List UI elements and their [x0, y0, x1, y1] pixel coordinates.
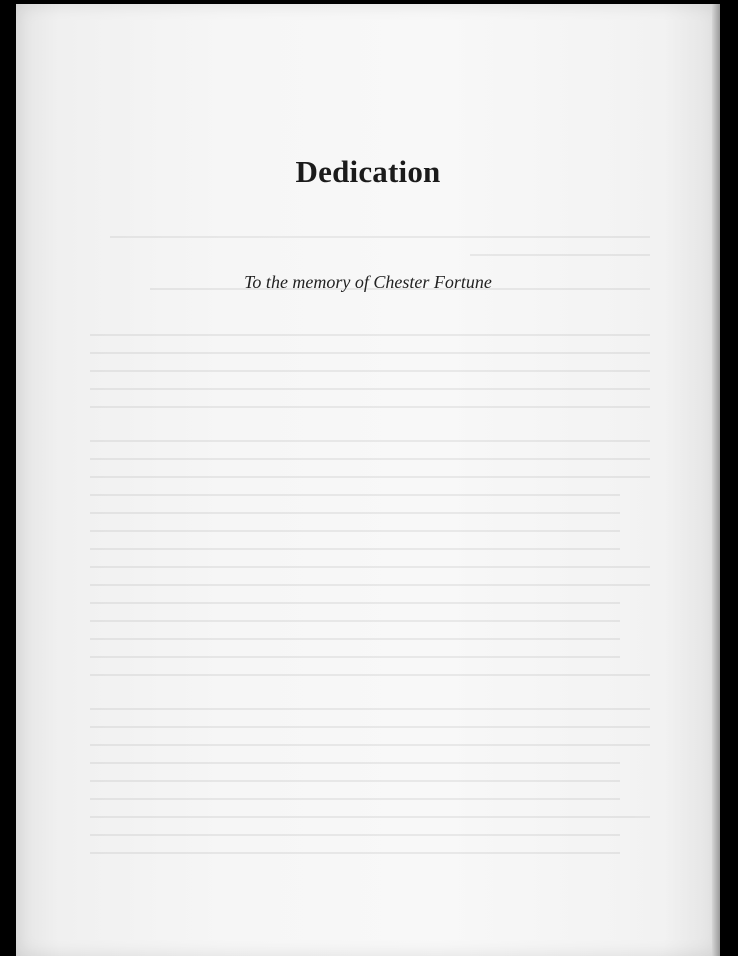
dedication-text: To the memory of Chester Fortune: [244, 272, 492, 292]
book-page: [16, 4, 720, 956]
bleed-through-background: [16, 4, 720, 956]
page-title: Dedication: [295, 154, 441, 189]
page-edge-shadow: [712, 4, 720, 956]
